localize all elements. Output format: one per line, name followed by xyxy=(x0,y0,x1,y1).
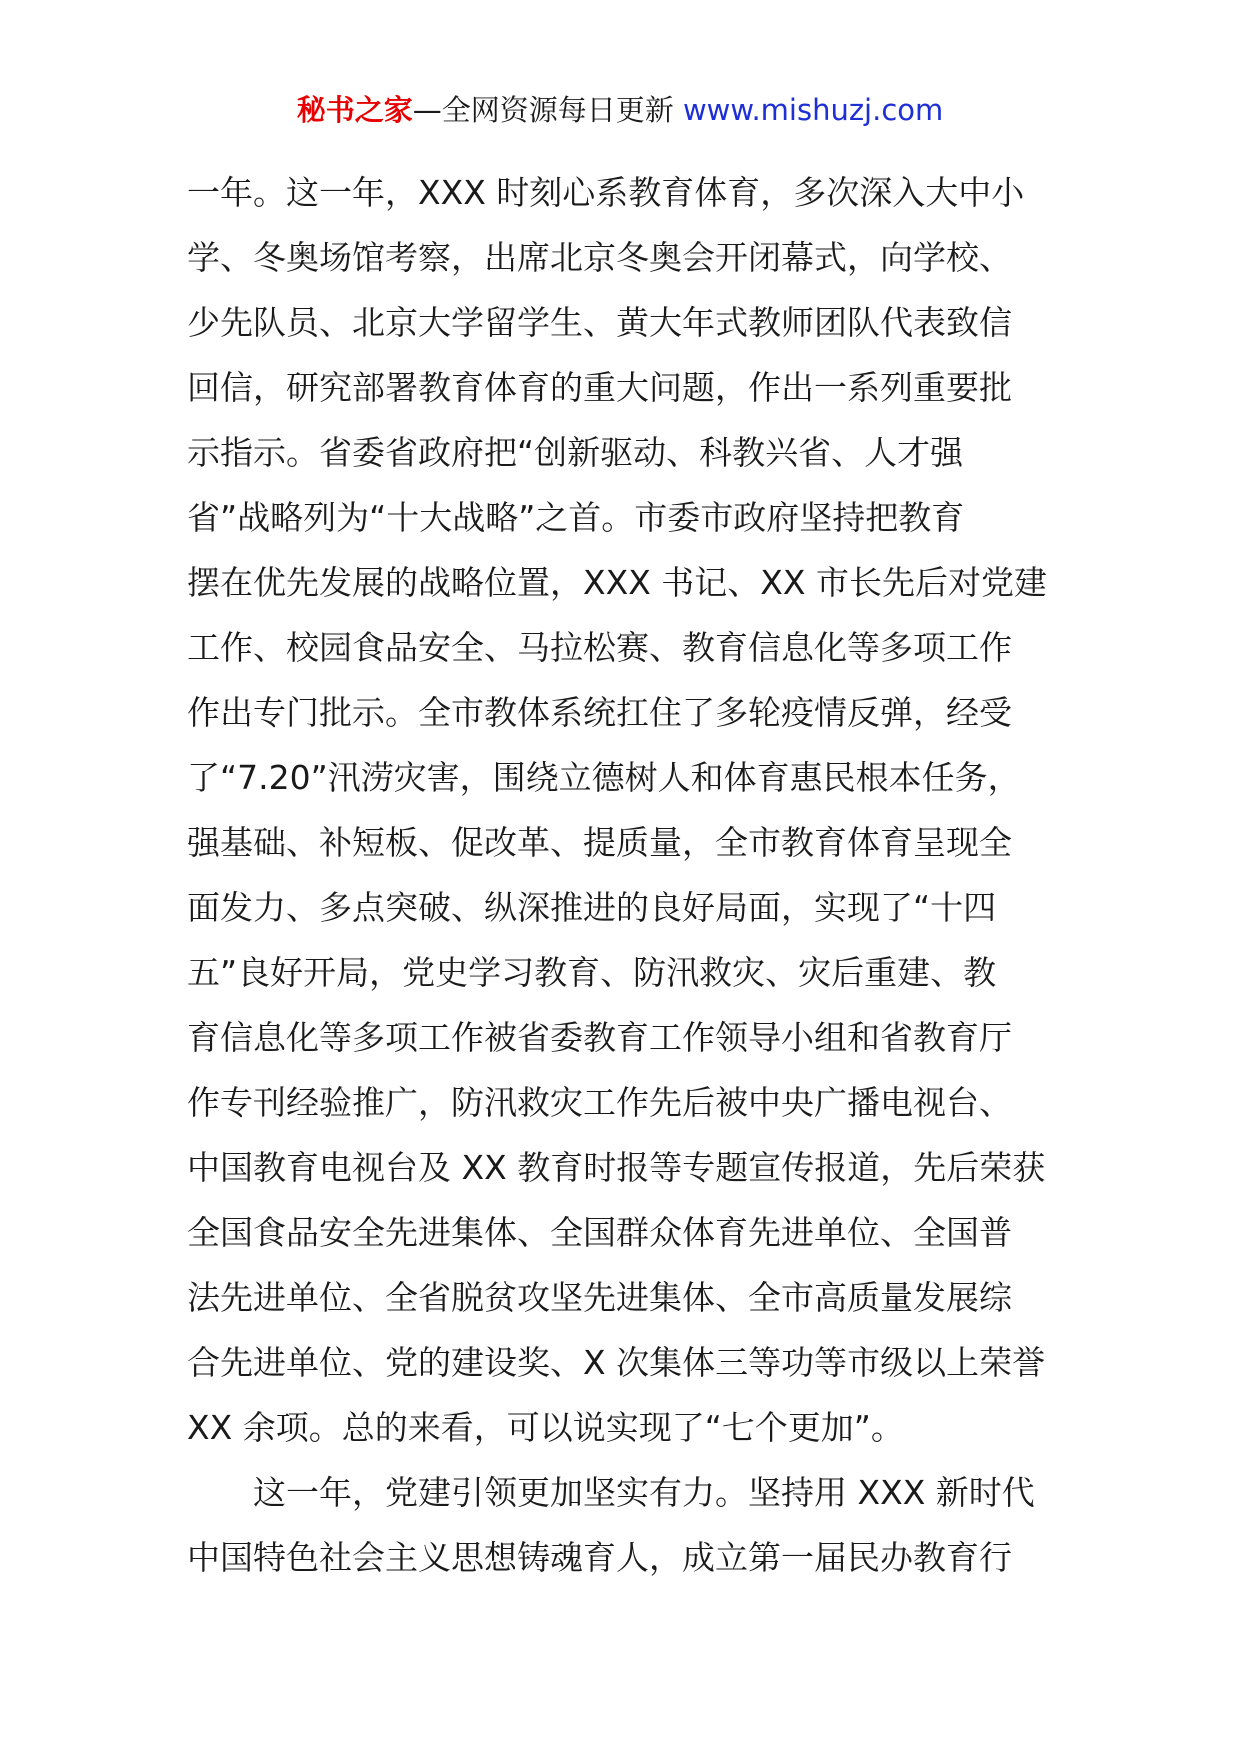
text-line: 学、冬奥场馆考察，出席北京冬奥会开闭幕式，向学校、 xyxy=(187,238,1012,277)
text-line: 摆在优先发展的战略位置，XXX 书记、XX 市长先后对党建 xyxy=(187,563,1048,602)
document-body xyxy=(187,160,1057,1590)
text-line: 法先进单位、全省脱贫攻坚先进集体、全市高质量发展综 xyxy=(187,1278,1012,1317)
brand-name: 秘书之家 xyxy=(296,93,413,127)
text-line: 中国特色社会主义思想铸魂育人，成立第一届民办教育行 xyxy=(187,1538,1012,1577)
paragraph-start-line: 这一年，党建引领更加坚实有力。坚持用 XXX 新时代 xyxy=(253,1473,1035,1512)
text-line: 全国食品安全先进集体、全国群众体育先进单位、全国普 xyxy=(187,1213,1012,1252)
header-slogan: —全网资源每日更新 xyxy=(412,93,674,127)
site-url-link[interactable]: www.mishuzj.com xyxy=(682,93,944,127)
text-line: 了“7.20”汛涝灾害，围绕立德树人和体育惠民根本任务， xyxy=(187,758,1021,797)
text-line: 育信息化等多项工作被省委教育工作领导小组和省教育厅 xyxy=(187,1018,1012,1057)
text-line: 省”战略列为“十大战略”之首。市委市政府坚持把教育 xyxy=(187,498,965,537)
text-line: 少先队员、北京大学留学生、黄大年式教师团队代表致信 xyxy=(187,303,1012,342)
text-line: 中国教育电视台及 XX 教育时报等专题宣传报道，先后荣获 xyxy=(187,1148,1046,1187)
text-line: 一年。这一年，XXX 时刻心系教育体育，多次深入大中小 xyxy=(187,173,1025,212)
text-line: 面发力、多点突破、纵深推进的良好局面，实现了“十四 xyxy=(187,888,997,927)
text-line: 示指示。省委省政府把“创新驱动、科教兴省、人才强 xyxy=(187,433,964,472)
text-line: 作专刊经验推广，防汛救灾工作先后被中央广播电视台、 xyxy=(187,1083,1012,1122)
site-header xyxy=(0,90,1240,130)
text-line: XX 余项。总的来看，可以说实现了“七个更加”。 xyxy=(187,1408,904,1447)
text-line: 合先进单位、党的建设奖、X 次集体三等功等市级以上荣誉 xyxy=(187,1343,1046,1382)
text-line: 强基础、补短板、促改革、提质量，全市教育体育呈现全 xyxy=(187,823,1012,862)
text-line: 作出专门批示。全市教体系统扛住了多轮疫情反弹，经受 xyxy=(187,693,1012,732)
text-line: 回信，研究部署教育体育的重大问题，作出一系列重要批 xyxy=(187,368,1012,407)
text-line: 工作、校园食品安全、马拉松赛、教育信息化等多项工作 xyxy=(187,628,1012,667)
text-line: 五”良好开局，党史学习教育、防汛救灾、灾后重建、教 xyxy=(187,953,997,992)
